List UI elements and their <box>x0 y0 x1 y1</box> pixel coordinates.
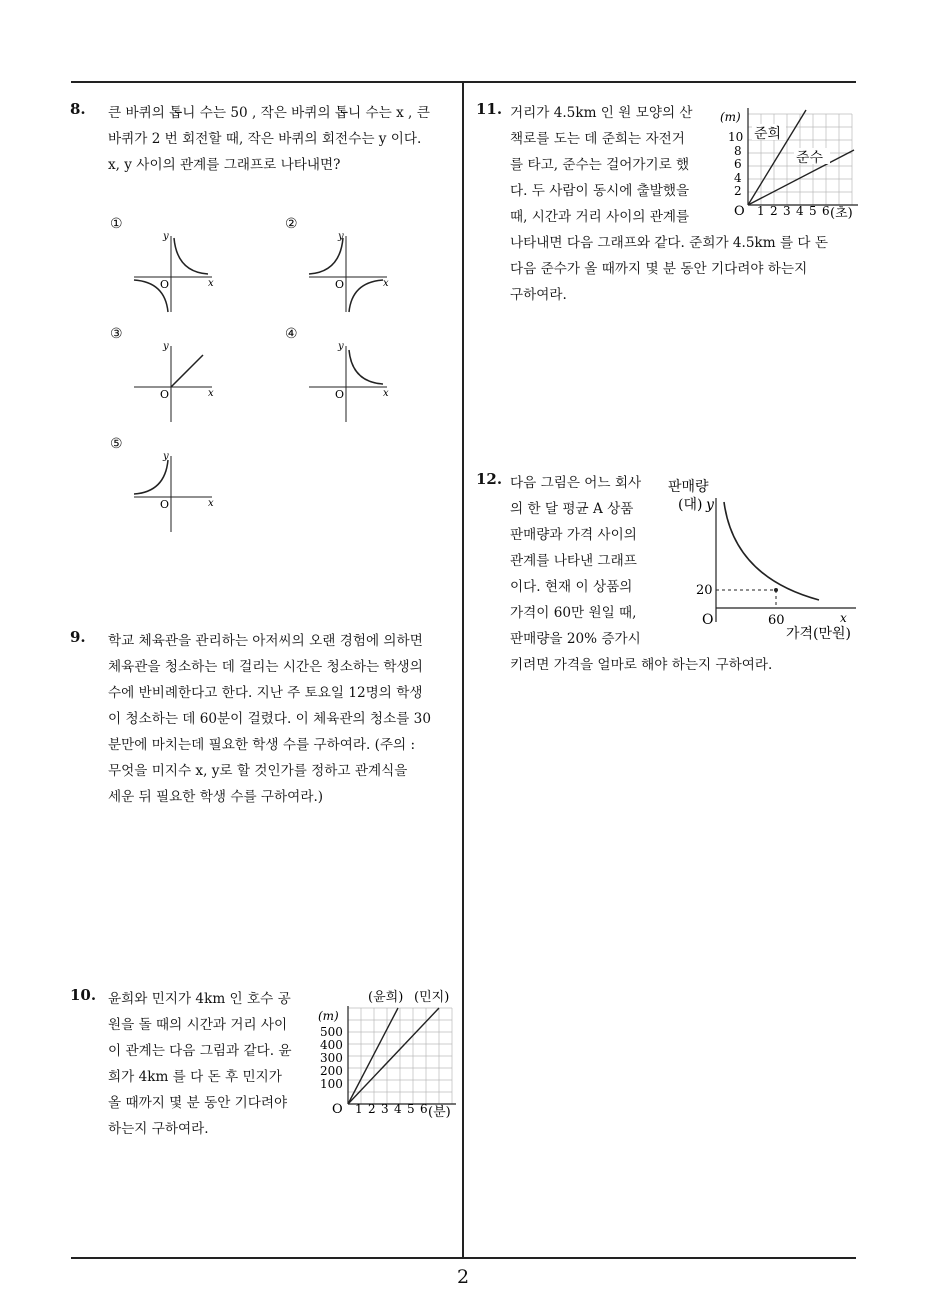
origin-label: O <box>332 1102 343 1117</box>
bottom-rule <box>71 1257 856 1259</box>
y-axis-label: y <box>163 451 169 462</box>
origin-label: O <box>160 278 170 291</box>
choice-label[interactable]: ③ <box>110 326 123 342</box>
y-unit: (대) <box>678 497 703 513</box>
problem-number: 9. <box>70 628 86 646</box>
x-axis-label: x <box>208 278 214 289</box>
y-tick: 100 <box>320 1077 343 1091</box>
text-line: 판매량과 가격 사이의 <box>510 527 637 543</box>
x-tick: 4 <box>394 1102 402 1116</box>
text-line: 구하여라. <box>510 287 567 303</box>
text-line: 관계를 나타낸 그래프 <box>510 553 637 569</box>
origin-label: O <box>702 612 714 628</box>
text-line: 학교 체육관을 관리하는 아저씨의 오랜 경험에 의하면 <box>108 633 423 649</box>
text-line: 하는지 구하여라. <box>108 1121 209 1137</box>
y-tick: 10 <box>728 130 744 144</box>
text-line: 를 타고, 준수는 걸어가기로 했 <box>510 157 690 173</box>
x-tick: 5 <box>407 1102 415 1116</box>
text-line: 이 관계는 다음 그림과 같다. 윤 <box>108 1043 292 1059</box>
x-axis-label: x <box>208 498 214 509</box>
text-line: 수에 반비례한다고 한다. 지난 주 토요일 12명의 학생 <box>108 685 423 701</box>
text-line: 다음 그림은 어느 회사 <box>510 475 642 491</box>
y-tick: 4 <box>734 171 742 185</box>
x-tick: 1 <box>757 204 765 218</box>
text-line: 체육관을 청소하는 데 걸리는 시간은 청소하는 학생의 <box>108 659 423 675</box>
text-line: 세운 뒤 필요한 학생 수를 구하여라.) <box>108 789 324 805</box>
choice-3-graph[interactable] <box>130 340 220 425</box>
text-line: 이다. 현재 이 상품의 <box>510 579 633 595</box>
series-label: 준희 <box>754 126 782 142</box>
y-axis-label: y <box>163 341 169 352</box>
choice-4-graph[interactable] <box>305 340 395 425</box>
y-axis-label: y <box>163 231 169 242</box>
problem-text <box>510 470 670 652</box>
text-line: 의 한 달 평균 A 상품 <box>510 501 634 517</box>
origin-label: O <box>335 278 345 291</box>
x-tick: 5 <box>809 204 817 218</box>
x-tick: 1 <box>355 1102 363 1116</box>
y-axis-label: y <box>338 231 344 242</box>
column-divider <box>462 82 464 1258</box>
y-tick: 6 <box>734 157 742 171</box>
origin-label: O <box>160 388 170 401</box>
text-line: 바퀴가 2 번 회전할 때, 작은 바퀴의 회전수는 y 이다. <box>108 131 422 147</box>
text-line: 판매량을 20% 증가시 <box>510 631 641 647</box>
marked-x-value: 60 <box>768 613 785 628</box>
x-tick: 3 <box>381 1102 389 1116</box>
text-line: 큰 바퀴의 톱니 수는 50 , 작은 바퀴의 톱니 수는 x , 큰 <box>108 105 430 121</box>
problem-text <box>108 628 458 810</box>
text-line: 키려면 가격을 얼마로 해야 하는지 구하여라. <box>510 657 773 673</box>
x-title: 가격(만원) <box>786 626 852 642</box>
choice-1-graph[interactable] <box>130 230 220 315</box>
demand-curve <box>724 502 819 600</box>
y-tick: 400 <box>320 1038 343 1052</box>
choice-label[interactable]: ② <box>285 216 298 232</box>
y-var: y <box>706 497 714 513</box>
text-line: 올 때까지 몇 분 동안 기다려야 <box>108 1095 288 1111</box>
choice-label[interactable]: ④ <box>285 326 298 342</box>
text-line: 이 청소하는 데 60분이 걸렸다. 이 체육관의 청소를 30 <box>108 711 431 727</box>
text-line: 희가 4km 를 다 돈 후 민지가 <box>108 1069 282 1085</box>
series-label: (윤희) <box>368 990 404 1005</box>
y-tick: 8 <box>734 144 742 158</box>
page-number: 2 <box>456 1266 470 1288</box>
text-line: 다음 준수가 올 때까지 몇 분 동안 기다려야 하는지 <box>510 261 808 277</box>
y-unit: (m) <box>318 1009 339 1023</box>
x-axis-label: x <box>208 388 214 399</box>
x-unit: (초) <box>830 206 853 221</box>
problem-text-full <box>510 652 860 678</box>
text-line: 분만에 마치는데 필요한 학생 수를 구하여라. (주의 : <box>108 737 416 753</box>
text-line: x, y 사이의 관계를 그래프로 나타내면? <box>108 157 341 173</box>
problem-number: 8. <box>70 100 86 118</box>
text-line: 책로를 도는 데 준희는 자전거 <box>510 131 685 147</box>
x-axis-label: x <box>383 278 389 289</box>
x-axis-label: x <box>383 388 389 399</box>
y-axis-label: y <box>338 341 344 352</box>
text-line: 때, 시간과 거리 사이의 관계를 <box>510 209 690 225</box>
problem-text <box>108 100 458 178</box>
x-var: x <box>840 611 847 625</box>
series-label: 준수 <box>796 150 824 166</box>
choice-label[interactable]: ⑤ <box>110 436 123 452</box>
origin-label: O <box>335 388 345 401</box>
problem-12-graph <box>664 472 862 648</box>
text-line: 무엇을 미지수 x, y로 할 것인가를 정하고 관계식을 <box>108 763 408 779</box>
x-unit: (분) <box>428 1105 451 1120</box>
text-line: 가격이 60만 원일 때, <box>510 605 637 621</box>
y-tick: 200 <box>320 1064 343 1078</box>
choice-label[interactable]: ① <box>110 216 123 232</box>
text-line: 나타내면 다음 그래프와 같다. 준희가 4.5km 를 다 돈 <box>510 235 829 251</box>
choice-2-graph[interactable] <box>305 230 395 315</box>
problem-text-full <box>510 230 860 308</box>
problem-text <box>108 986 308 1142</box>
x-tick: 2 <box>368 1102 376 1116</box>
problem-10-graph <box>316 984 462 1130</box>
y-unit: (m) <box>720 110 741 124</box>
origin-label: O <box>734 204 745 219</box>
problem-number: 10. <box>70 986 97 1004</box>
text-line: 거리가 4.5km 인 원 모양의 산 <box>510 105 693 121</box>
problem-11-graph <box>718 104 862 228</box>
y-title: 판매량 <box>668 479 709 495</box>
series-label: (민지) <box>414 990 450 1005</box>
problem-text <box>510 100 720 230</box>
y-tick: 300 <box>320 1051 343 1065</box>
text-line: 윤희와 민지가 4km 인 호수 공 <box>108 991 291 1007</box>
origin-label: O <box>160 498 170 511</box>
x-tick: 4 <box>796 204 804 218</box>
choice-5-graph[interactable] <box>130 450 220 535</box>
x-tick: 3 <box>783 204 791 218</box>
text-line: 다. 두 사람이 동시에 출발했을 <box>510 183 690 199</box>
problem-number: 11. <box>476 100 503 118</box>
problem-number: 12. <box>476 470 503 488</box>
x-tick: 6 <box>822 204 830 218</box>
y-tick: 2 <box>734 184 742 198</box>
marked-y-value: 20 <box>696 583 713 598</box>
x-tick: 6 <box>420 1102 428 1116</box>
x-tick: 2 <box>770 204 778 218</box>
text-line: 원을 돌 때의 시간과 거리 사이 <box>108 1017 288 1033</box>
y-tick: 500 <box>320 1025 343 1039</box>
